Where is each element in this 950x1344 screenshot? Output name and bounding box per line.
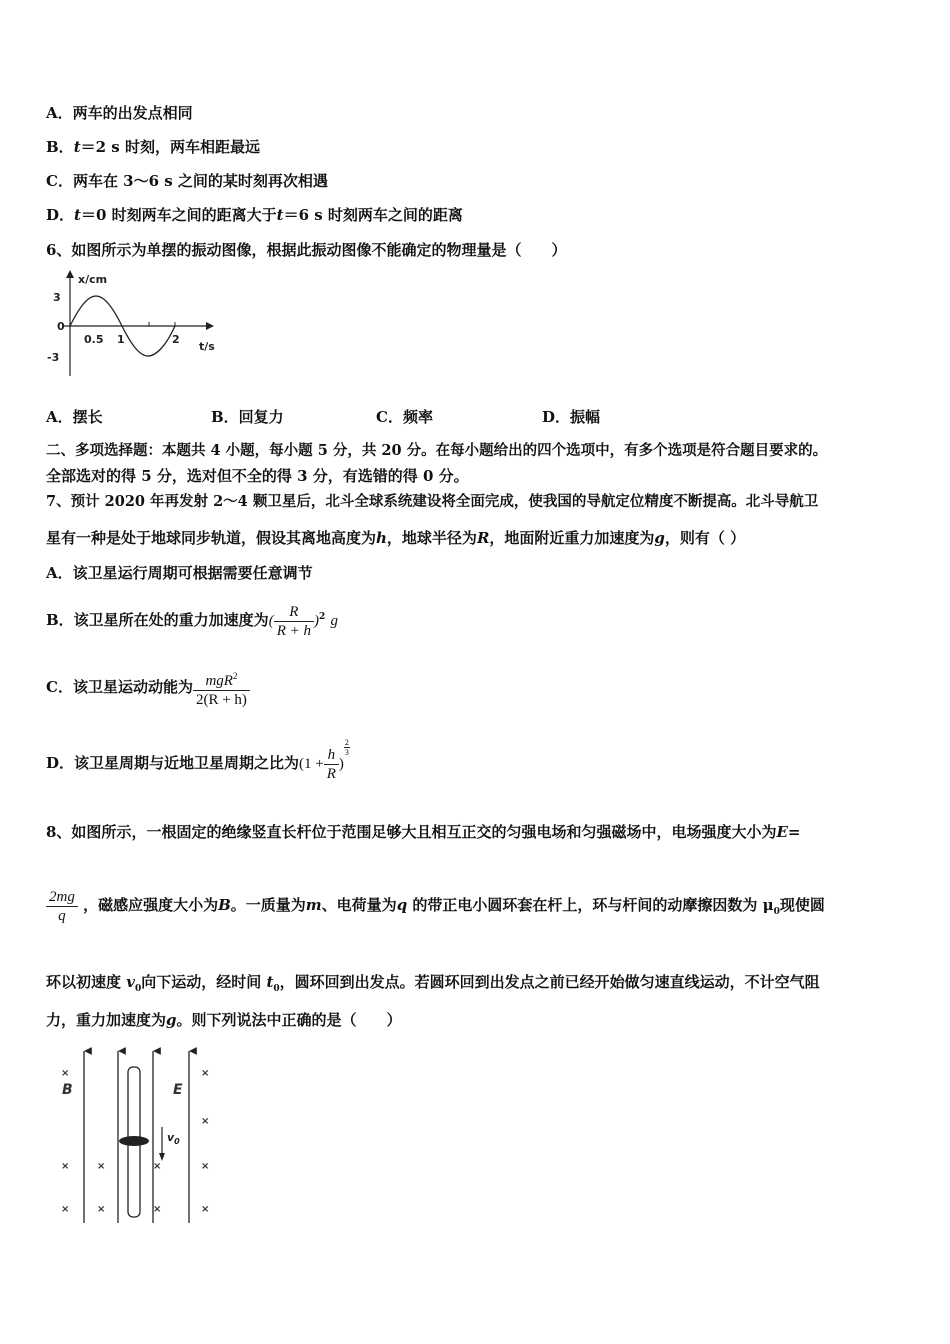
q7-option-b-text: B．该卫星所在处的重力加速度为 bbox=[46, 611, 269, 629]
q8-e-fraction-num: 2mg bbox=[46, 888, 78, 907]
q7-option-d-num: h bbox=[324, 746, 339, 765]
q8-line2-text-e: 现使圆 bbox=[779, 896, 825, 914]
q8-line3-text-b: 向下运动，经时间 bbox=[141, 973, 267, 991]
q6-x-arrow bbox=[206, 322, 214, 330]
q7-option-d-exp-num: 2 bbox=[344, 738, 349, 747]
b-cross-3: × bbox=[61, 1204, 70, 1215]
velocity-label-v: v bbox=[167, 1131, 175, 1144]
q5-option-d bbox=[46, 205, 463, 225]
b-field-label: B bbox=[62, 1082, 73, 1098]
q6-y-arrow bbox=[66, 270, 74, 278]
q5-option-d-text: ＝6 s 时刻两车之间的距离 bbox=[283, 206, 463, 224]
q6-oscillation-graph bbox=[44, 268, 234, 380]
q8-v-subscript: 0 bbox=[134, 984, 142, 994]
q8-stem-line1 bbox=[46, 822, 800, 842]
q8-var-m: m bbox=[305, 896, 322, 914]
q8-stem-line3 bbox=[46, 972, 820, 999]
charged-ring bbox=[119, 1136, 149, 1146]
q7-stem-line1: 7、预计 2020 年再发射 2～4 颗卫星后，北斗全球系统建设将全面完成，使我国的导航定位精度不断提高。北斗导航卫 bbox=[46, 493, 819, 510]
q7-var-g: g bbox=[654, 529, 665, 547]
q6-options bbox=[46, 407, 646, 427]
q7-option-d bbox=[46, 738, 350, 789]
q8-stem-line4 bbox=[46, 1010, 402, 1030]
q5-option-d-mid: ＝0 时刻两车之间的距离大于 bbox=[80, 206, 277, 224]
q7-option-c bbox=[46, 662, 250, 712]
velocity-label bbox=[167, 1131, 180, 1146]
q7-var-r: R bbox=[476, 529, 490, 547]
q8-e-symbol: E= bbox=[776, 823, 801, 841]
q7-option-b-paren-close: ) bbox=[313, 613, 319, 629]
q7-option-b-paren-open: ( bbox=[268, 613, 274, 629]
q5-option-d-var2: t bbox=[276, 206, 284, 224]
b-cross-8: × bbox=[201, 1068, 210, 1079]
q7-stem-text-c: ，地面附近重力加速度为 bbox=[489, 529, 655, 547]
q8-var-b: B bbox=[218, 896, 231, 914]
q7-option-a: A．该卫星运行周期可根据需要任意调节 bbox=[46, 564, 313, 582]
e-field-label: E bbox=[173, 1082, 183, 1098]
q8-stem-line2 bbox=[46, 884, 825, 933]
q6-y-tick-0: 0 bbox=[57, 320, 65, 333]
q6-x-tick-05: 0.5 bbox=[84, 333, 104, 346]
q6-y-tick-neg3: -3 bbox=[47, 351, 60, 364]
section2-header-line2: 全部选对的得 5 分，选对但不全的得 3 分，有选错的得 0 分。 bbox=[46, 467, 469, 485]
section2-header-line1: 二、多项选择题：本题共 4 小题，每小题 5 分，共 20 分。在每小题给出的四个选项中，有多个选项是符合题目要求的。 bbox=[46, 442, 828, 459]
q8-line3-text-c: ，圆环回到出发点。若圆环回到出发点之前已经开始做匀速直线运动，不计空气阻 bbox=[279, 973, 820, 991]
q8-e-fraction-den: q bbox=[58, 907, 66, 924]
q6-y-tick-3: 3 bbox=[53, 291, 61, 304]
b-cross-4: × bbox=[97, 1161, 106, 1172]
q7-option-c-num bbox=[193, 667, 250, 691]
b-cross-7: × bbox=[153, 1204, 162, 1215]
q7-option-c-den: 2(R + h) bbox=[195, 692, 247, 708]
q7-option-b-fraction bbox=[274, 603, 314, 640]
q8-t-subscript: 0 bbox=[273, 984, 280, 994]
b-cross-6: × bbox=[153, 1161, 162, 1172]
q7-option-b-den: R + h bbox=[276, 622, 311, 639]
q5-option-d-var1: t bbox=[74, 206, 81, 224]
q6-y-label: x/cm bbox=[78, 273, 108, 286]
q7-stem-text-b: ，地球半径为 bbox=[386, 529, 477, 547]
q8-mu-subscript: 0 bbox=[773, 907, 780, 917]
q7-option-c-num-exp: 2 bbox=[232, 671, 238, 681]
q8-var-t: t bbox=[266, 973, 274, 991]
q6-x-label: t/s bbox=[199, 340, 215, 353]
q6-option-a: A．摆长 bbox=[46, 408, 103, 426]
velocity-label-sub: 0 bbox=[174, 1137, 180, 1146]
b-cross-9: × bbox=[201, 1116, 210, 1127]
q5-option-a: A．两车的出发点相同 bbox=[46, 104, 193, 122]
q7-option-c-text: C．该卫星运动动能为 bbox=[46, 678, 193, 696]
q6-stem: 6、如图所示为单摆的振动图像，根据此振动图像不能确定的物理量是（ ） bbox=[46, 241, 567, 259]
q5-option-b bbox=[46, 137, 260, 157]
q8-line4-text-a: 力，重力加速度为 bbox=[46, 1011, 167, 1029]
q8-line2-text-a: ，磁感应强度大小为 bbox=[83, 896, 219, 914]
q8-var-q: q bbox=[396, 896, 408, 914]
b-cross-1: × bbox=[61, 1068, 70, 1079]
q7-option-d-close: ) bbox=[338, 756, 344, 772]
q6-x-tick-2: 2 bbox=[172, 333, 180, 346]
q7-option-d-den: R bbox=[326, 765, 336, 782]
q7-option-c-num-base: mgR bbox=[205, 673, 233, 689]
q7-option-d-fraction bbox=[324, 746, 339, 783]
q7-stem-text-a: 星有一种是处于地球同步轨道，假设其离地高度为 bbox=[46, 529, 377, 547]
q5-option-b-prefix: B． bbox=[46, 138, 74, 156]
q8-line2-text-c: 、电荷量为 bbox=[321, 896, 397, 914]
q7-option-c-fraction bbox=[193, 667, 250, 709]
q5-option-b-var: t bbox=[73, 138, 81, 156]
q7-option-d-text: D．该卫星周期与近地卫星周期之比为 bbox=[46, 754, 300, 772]
q7-stem-text-d: ，则有（ ） bbox=[664, 529, 746, 547]
q7-option-d-exp bbox=[344, 738, 350, 757]
q8-e-fraction bbox=[46, 888, 78, 925]
q8-line3-text-a: 环以初速度 bbox=[46, 973, 127, 991]
q7-option-b-exp: 2 bbox=[318, 612, 326, 622]
q5-option-d-prefix: D． bbox=[46, 206, 75, 224]
q8-line2-text-d: 的带正电小圆环套在杆上，环与杆间的动摩擦因数为 μ bbox=[407, 896, 774, 914]
q7-option-d-exp-den: 3 bbox=[344, 748, 349, 757]
q6-option-c: C．频率 bbox=[376, 408, 433, 426]
q7-option-b-g: g bbox=[330, 613, 338, 629]
q7-option-b-num: R bbox=[274, 603, 314, 622]
b-cross-5: × bbox=[97, 1204, 106, 1215]
q7-option-d-open: (1 + bbox=[299, 756, 324, 772]
q5-option-b-text: ＝2 s 时刻，两车相距最远 bbox=[80, 138, 260, 156]
q8-stem-text: 8、如图所示，一根固定的绝缘竖直长杆位于范围足够大且相互正交的匀强电场和匀强磁场中，电场强度大小为 bbox=[46, 823, 777, 841]
q7-var-h: h bbox=[376, 529, 387, 547]
q6-option-b: B．回复力 bbox=[211, 408, 284, 426]
q8-var-v: v bbox=[126, 973, 135, 991]
b-cross-11: × bbox=[201, 1204, 210, 1215]
q8-field-figure bbox=[50, 1045, 220, 1225]
q8-line4-text-b: 。则下列说法中正确的是（ ） bbox=[176, 1011, 402, 1029]
q6-x-tick-1: 1 bbox=[117, 333, 125, 346]
q7-option-b bbox=[46, 596, 338, 642]
q5-option-c: C．两车在 3～6 s 之间的某时刻再次相遇 bbox=[46, 172, 328, 190]
q6-option-d: D．振幅 bbox=[542, 408, 601, 426]
q8-var-g: g bbox=[166, 1011, 177, 1029]
b-cross-2: × bbox=[61, 1161, 70, 1172]
q8-line2-text-b: 。一质量为 bbox=[230, 896, 306, 914]
velocity-arrow-head bbox=[159, 1153, 165, 1161]
b-cross-10: × bbox=[201, 1161, 210, 1172]
q7-stem-line2 bbox=[46, 528, 745, 548]
